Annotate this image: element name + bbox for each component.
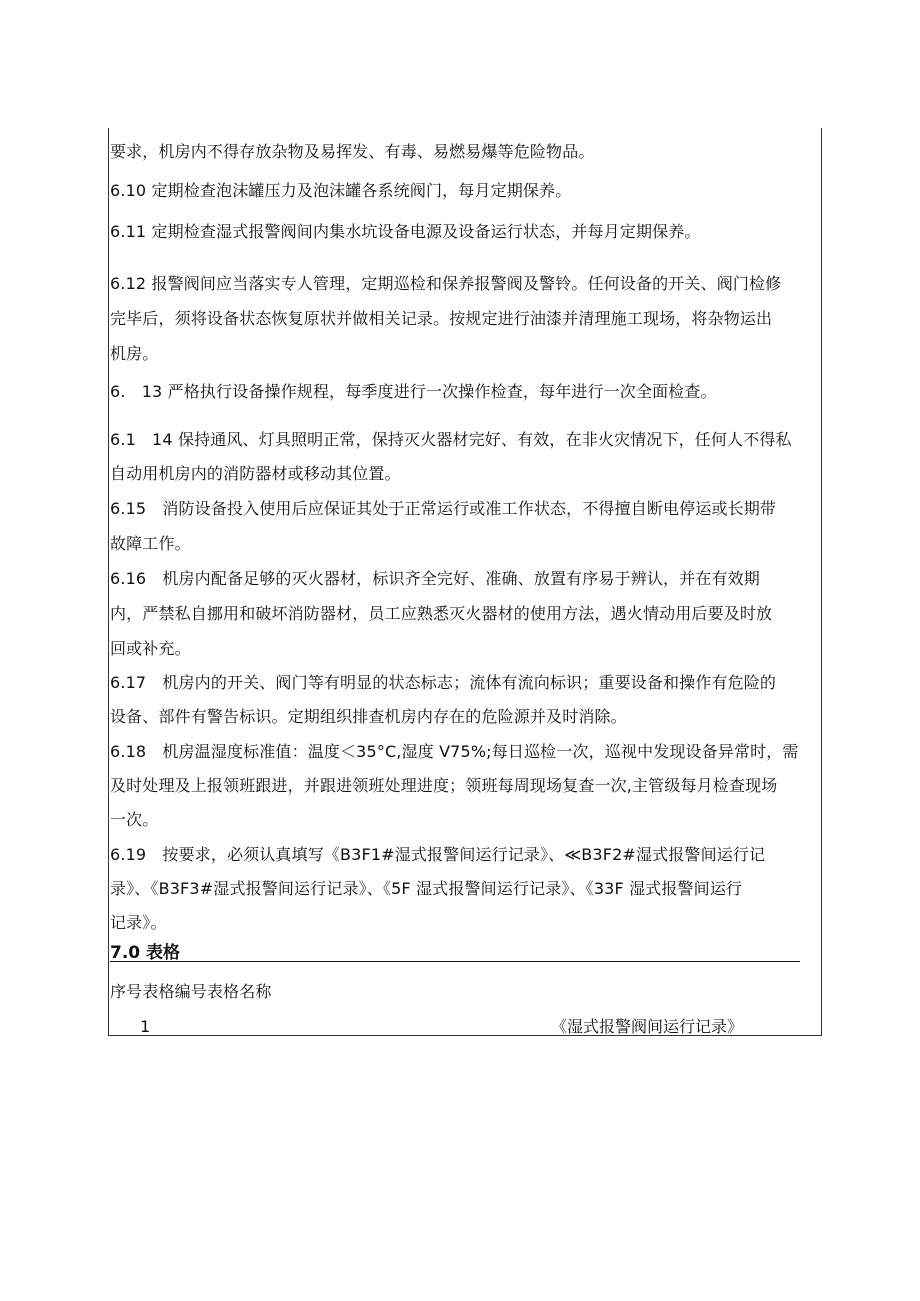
text-line: 完毕后，须将设备状态恢复原状并做相关记录。按规定进行油漆并清理施工现场，将杂物运出 — [110, 309, 773, 328]
table-header: 序号表格编号表格名称 — [110, 982, 272, 1001]
text-line: 回或补充。 — [110, 639, 191, 658]
text-line: 6.17 机房内的开关、阀门等有明显的状态标志；流体有流向标识；重要设备和操作有危险的 — [110, 673, 777, 692]
text-line: 6.18 机房温湿度标准值：温度＜35°C,湿度 V75%;每日巡检一次，巡视中发现设备异常时，需 — [110, 742, 799, 761]
table-row-name: 《湿式报警阀间运行记录》 — [551, 1017, 744, 1036]
text-line: 6.15 消防设备投入使用后应保证其处于正常运行或准工作状态，不得擅自断电停运或长期带 — [110, 499, 777, 518]
text-line: 6.19 按要求，必须认真填写《B3F1#湿式报警间运行记录》、≪B3F2#湿式报警间运行记 — [110, 845, 766, 864]
heading-underline — [110, 961, 800, 962]
text-line: 故障工作。 — [110, 534, 191, 553]
text-line: 内，严禁私自挪用和破坏消防器材，员工应熟悉灭火器材的使用方法，遇火情动用后要及时放 — [110, 604, 773, 623]
text-line: 6.16 机房内配备足够的灭火器材，标识齐全完好、准确、放置有序易于辨认，并在有效期 — [110, 569, 760, 588]
text-line: 6.10 定期检查泡沫罐压力及泡沫罐各系统阀门，每月定期保养。 — [110, 181, 572, 200]
text-line: 6.12 报警阀间应当落实专人管理，定期巡检和保养报警阀及警铃。任何设备的开关、阀门检修 — [110, 274, 782, 293]
text-line: 6.1 14 保持通风、灯具照明正常，保持灭火器材完好、有效，在非火灾情况下，任何人不得私 — [110, 430, 792, 449]
table-row-number: 1 — [140, 1017, 151, 1036]
text-line: 一次。 — [110, 810, 159, 829]
section-heading: 7.0 表格 — [110, 943, 181, 963]
text-line: 设备、部件有警告标识。定期组织排查机房内存在的危险源并及时消除。 — [110, 707, 627, 726]
text-line: 录》、《B3F3#湿式报警间运行记录》、《5F 湿式报警间运行记录》、《33F 湿式报警间运行 — [110, 879, 743, 898]
text-line: 及时处理及上报领班跟进，并跟进领班处理进度；领班每周现场复查一次,主管级每月检查现场 — [110, 776, 778, 795]
text-line: 6. 13 严格执行设备操作规程，每季度进行一次操作检查，每年进行一次全面检查。 — [110, 382, 717, 401]
text-line: 机房。 — [110, 344, 159, 363]
text-line: 自动用机房内的消防器材或移动其位置。 — [110, 464, 401, 483]
text-line: 记录》。 — [110, 913, 167, 932]
text-line: 要求，机房内不得存放杂物及易挥发、有毒、易燃易爆等危险物品。 — [110, 142, 595, 161]
text-line: 6.11 定期检查湿式报警阀间内集水坑设备电源及设备运行状态，并每月定期保养。 — [110, 222, 701, 241]
